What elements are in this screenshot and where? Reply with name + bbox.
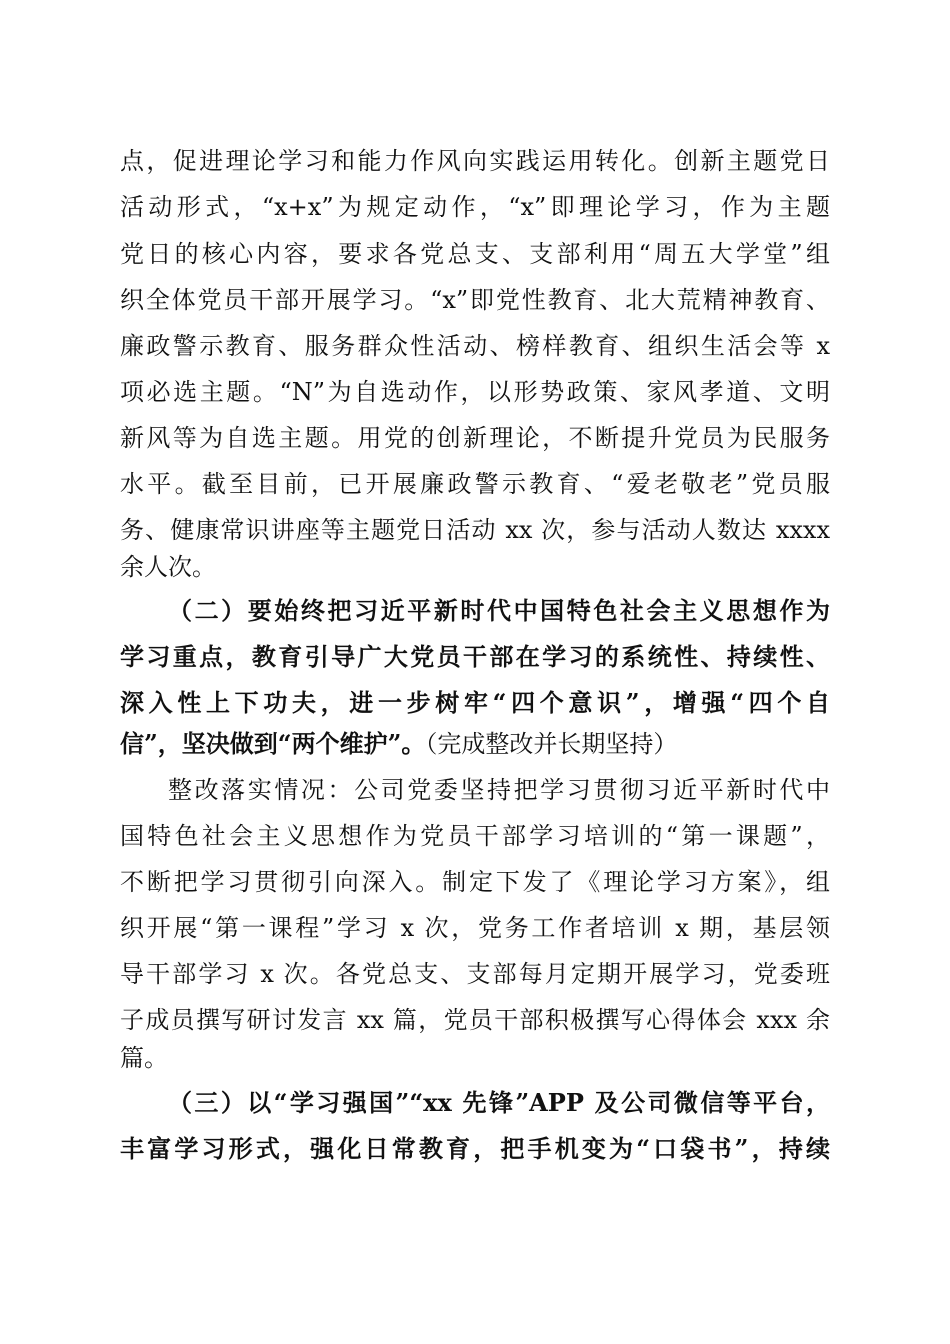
paragraph-2-line: 导干部学习 x 次。各党总支、支部每月定期开展学习，党委班 (120, 960, 830, 988)
paragraph-1-line: 水平。截至目前，已开展廉政警示教育、“爱老敬老”党员服 (120, 470, 830, 498)
paragraph-1-line: 务、健康常识讲座等主题党日活动 xx 次，参与活动人数达 xxxx (120, 516, 830, 544)
paragraph-1-line: 新风等为自选主题。用党的创新理论，不断提升党员为民服务 (120, 424, 830, 452)
heading-2-line: 深入性上下功夫，进一步树牢“四个意识”，增强“四个自 (120, 688, 830, 717)
heading-2-text: 信”，坚决做到“两个维护”。 (120, 729, 426, 758)
heading-2-line: 学习重点，教育引导广大党员干部在学习的系统性、持续性、 (120, 642, 830, 671)
heading-3-line: （三）以“学习强国”“xx 先锋”APP 及公司微信等平台， (168, 1088, 830, 1117)
paragraph-2-line: 不断把学习贯彻引向深入。制定下发了《理论学习方案》，组 (120, 868, 830, 896)
paragraph-1-line: 余人次。 (120, 553, 216, 581)
paragraph-1-line: 活动形式，“x+x”为规定动作，“x”即理论学习，作为主题 (120, 193, 830, 221)
heading-3-line: 丰富学习形式，强化日常教育，把手机变为“口袋书”，持续 (120, 1134, 830, 1163)
paragraph-1-line: 廉政警示教育、服务群众性活动、榜样教育、组织生活会等 x (120, 332, 830, 360)
heading-2-line: （二）要始终把习近平新时代中国特色社会主义思想作为 (168, 596, 830, 625)
heading-2-note: （完成整改并长期坚持） (425, 730, 678, 758)
paragraph-1-line: 织全体党员干部开展学习。“x”即党性教育、北大荒精神教育、 (120, 286, 830, 314)
paragraph-2-line: 整改落实情况：公司党委坚持把学习贯彻习近平新时代中 (168, 776, 830, 804)
paragraph-2-line: 篇。 (120, 1044, 168, 1072)
paragraph-2-line: 国特色社会主义思想作为党员干部学习培训的“第一课题”， (120, 822, 830, 850)
paragraph-1-line: 项必选主题。“N”为自选动作，以形势政策、家风孝道、文明 (120, 378, 830, 406)
paragraph-1-line: 党日的核心内容，要求各党总支、支部利用“周五大学堂”组 (120, 240, 830, 268)
paragraph-1-line: 点，促进理论学习和能力作风向实践运用转化。创新主题党日 (120, 147, 830, 175)
paragraph-2-line: 子成员撰写研讨发言 xx 篇，党员干部积极撰写心得体会 xxx 余 (120, 1006, 830, 1034)
paragraph-2-line: 织开展“第一课程”学习 x 次，党务工作者培训 x 期，基层领 (120, 914, 830, 942)
heading-2-last-line (120, 726, 830, 762)
